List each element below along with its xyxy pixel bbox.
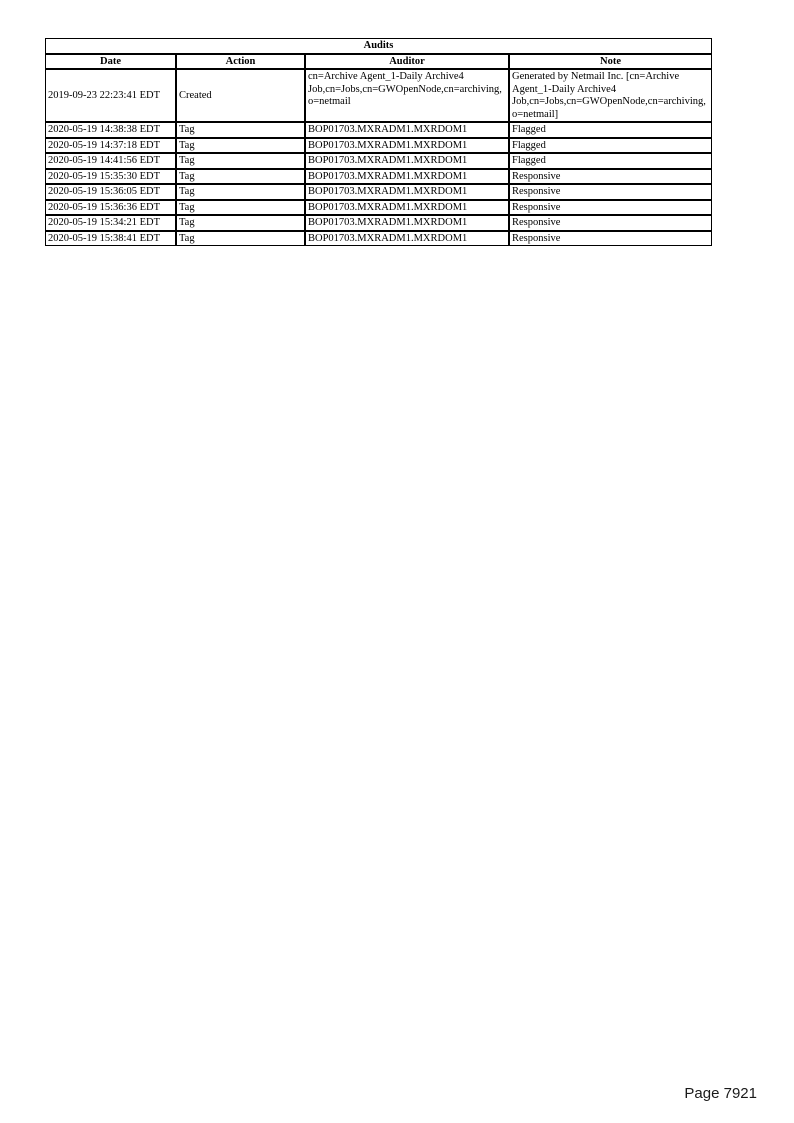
cell-date: 2020-05-19 15:34:21 EDT — [45, 215, 176, 231]
table-row — [45, 169, 712, 185]
table-title-row — [45, 38, 712, 54]
column-header-date: Date — [45, 54, 176, 70]
cell-note: Flagged — [509, 138, 712, 154]
cell-date: 2020-05-19 14:41:56 EDT — [45, 153, 176, 169]
cell-auditor: cn=Archive Agent_1-Daily Archive4 Job,cn=Jobs,cn=GWOpenNode,cn=archiving,o=netmail — [305, 69, 509, 122]
audits-table-body — [45, 69, 712, 246]
cell-note: Responsive — [509, 184, 712, 200]
cell-action: Tag — [176, 184, 305, 200]
audits-table — [45, 38, 712, 246]
cell-action: Tag — [176, 215, 305, 231]
table-header-row — [45, 54, 712, 70]
cell-auditor: BOP01703.MXRADM1.MXRDOM1 — [305, 184, 509, 200]
cell-action: Tag — [176, 153, 305, 169]
cell-note: Flagged — [509, 153, 712, 169]
cell-date: 2020-05-19 15:35:30 EDT — [45, 169, 176, 185]
cell-auditor: BOP01703.MXRADM1.MXRDOM1 — [305, 200, 509, 216]
cell-auditor: BOP01703.MXRADM1.MXRDOM1 — [305, 153, 509, 169]
cell-note: Responsive — [509, 200, 712, 216]
table-row — [45, 200, 712, 216]
cell-auditor: BOP01703.MXRADM1.MXRDOM1 — [305, 215, 509, 231]
column-header-auditor: Auditor — [305, 54, 509, 70]
cell-note: Responsive — [509, 215, 712, 231]
cell-note: Flagged — [509, 122, 712, 138]
cell-date: 2019-09-23 22:23:41 EDT — [45, 69, 176, 122]
cell-note: Responsive — [509, 231, 712, 247]
cell-action: Tag — [176, 138, 305, 154]
cell-action: Tag — [176, 200, 305, 216]
cell-date: 2020-05-19 14:37:18 EDT — [45, 138, 176, 154]
cell-auditor: BOP01703.MXRADM1.MXRDOM1 — [305, 122, 509, 138]
cell-auditor: BOP01703.MXRADM1.MXRDOM1 — [305, 231, 509, 247]
table-row — [45, 215, 712, 231]
cell-date: 2020-05-19 14:38:38 EDT — [45, 122, 176, 138]
table-row — [45, 138, 712, 154]
cell-action: Tag — [176, 122, 305, 138]
column-header-note: Note — [509, 54, 712, 70]
cell-date: 2020-05-19 15:36:05 EDT — [45, 184, 176, 200]
table-row — [45, 122, 712, 138]
cell-action: Tag — [176, 231, 305, 247]
table-row — [45, 231, 712, 247]
page-number: Page 7921 — [684, 1085, 757, 1102]
table-title: Audits — [45, 38, 712, 54]
cell-date: 2020-05-19 15:38:41 EDT — [45, 231, 176, 247]
column-header-action: Action — [176, 54, 305, 70]
cell-action: Tag — [176, 169, 305, 185]
table-row — [45, 184, 712, 200]
table-row — [45, 153, 712, 169]
cell-action: Created — [176, 69, 305, 122]
cell-note: Generated by Netmail Inc. [cn=Archive Agent_1-Daily Archive4 Job,cn=Jobs,cn=GWOpenNode,cn=archiving,o=netmail] — [509, 69, 712, 122]
table-row — [45, 69, 712, 122]
cell-note: Responsive — [509, 169, 712, 185]
cell-date: 2020-05-19 15:36:36 EDT — [45, 200, 176, 216]
cell-auditor: BOP01703.MXRADM1.MXRDOM1 — [305, 169, 509, 185]
cell-auditor: BOP01703.MXRADM1.MXRDOM1 — [305, 138, 509, 154]
